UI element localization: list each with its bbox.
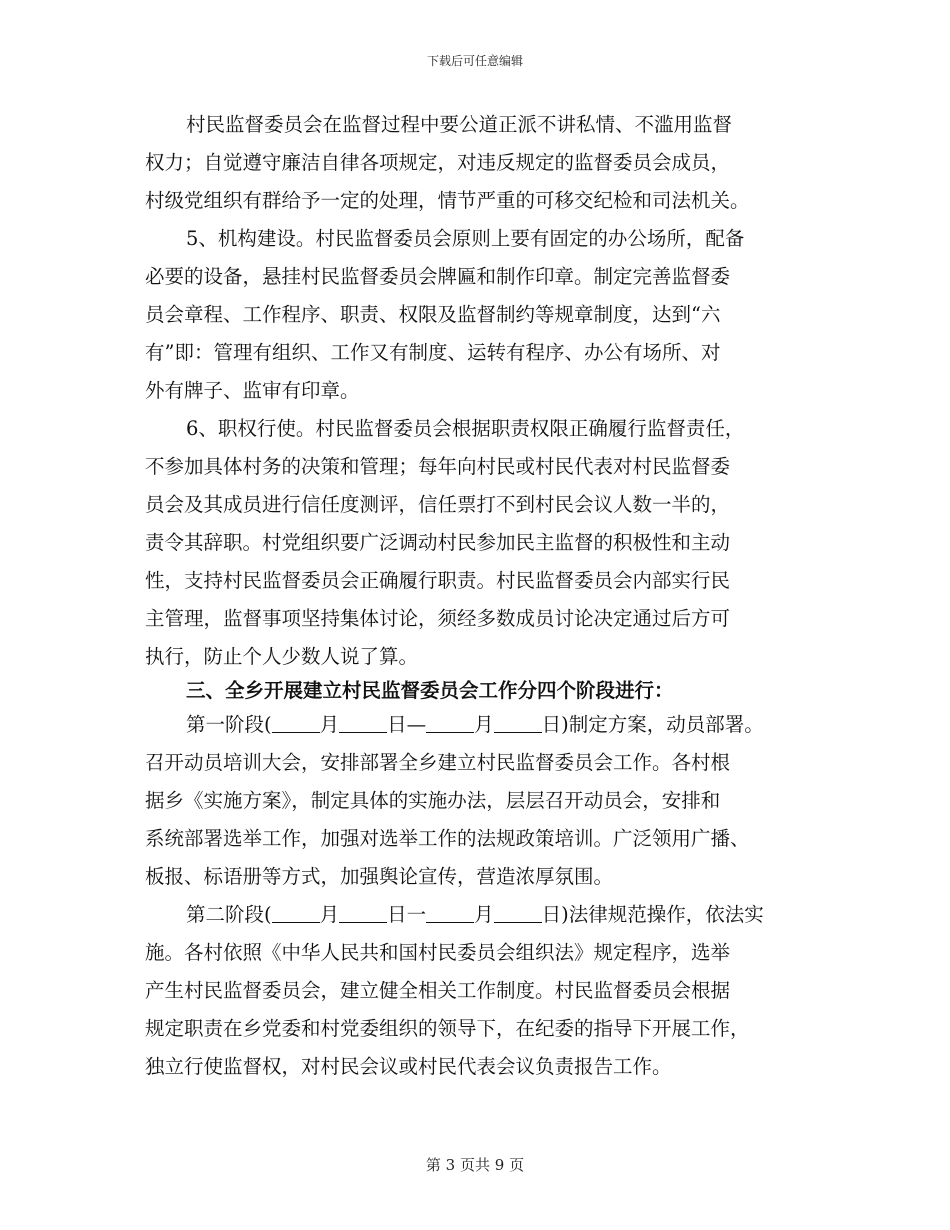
date-blank: [339, 710, 387, 733]
stage-text: 月: [319, 713, 340, 736]
stage-text: 月: [319, 903, 340, 926]
body-line: 员会及其成员进行信任度测评，信任票打不到村民会议人数一半的，: [145, 493, 731, 516]
date-blank: [272, 710, 320, 733]
body-line: 村民监督委员会在监督过程中要公道正派不讲私情、不滥用监督: [186, 113, 733, 136]
body-line: 员会章程、工作程序、职责、权限及监督制约等规章制度，达到“六: [145, 303, 721, 326]
body-line: 系统部署选举工作，加强对选举工作的法规政策培训。广泛领用广播、: [145, 827, 750, 850]
body-line: 6、职权行使。村民监督委员会根据职责权限正确履行监督责任，: [186, 417, 745, 440]
date-blank: [426, 900, 474, 923]
body-line: 板报、标语册等方式，加强舆论宣传，营造浓厚氛围。: [145, 865, 614, 888]
date-blank: [272, 900, 320, 923]
body-line: 性，支持村民监督委员会正确履行职责。村民监督委员会内部实行民: [145, 569, 731, 592]
body-line: 召开动员培训大会，安排部署全乡建立村民监督委员会工作。各村根: [145, 751, 731, 774]
stage-text: 第二阶段(: [186, 903, 272, 926]
body-line: 有”即：管理有组织、工作又有制度、运转有程序、办公有场所、对: [145, 341, 721, 364]
stage-text: 第一阶段(: [186, 713, 272, 736]
section-heading: 三、全乡开展建立村民监督委员会工作分四个阶段进行：: [186, 679, 674, 702]
body-line: 规定职责在乡党委和村党委组织的领导下，在纪委的指导下开展工作，: [145, 1017, 750, 1040]
page-header-note: 下载后可任意编辑: [426, 54, 523, 68]
stage-text: 月: [474, 713, 494, 736]
page-number: 第 3 页共 9 页: [425, 1156, 525, 1174]
body-line: 责令其辞职。村党组织要广泛调动村民参加民主监督的积极性和主动: [145, 531, 731, 554]
body-line-stage-two: [186, 898, 805, 932]
body-line: 主管理，监督事项坚持集体讨论，须经多数成员讨论决定通过后方可: [145, 607, 731, 630]
body-line: 独立行使监督权，对村民会议或村民代表会议负责报告工作。: [145, 1055, 672, 1078]
body-line: 据乡《实施方案》，制定具体的实施办法，层层召开动员会，安排和: [145, 789, 721, 812]
body-line: 村级党组织有群给予一定的处理，情节严重的可移交纪检和司法机关。: [145, 189, 750, 212]
stage-text: 月: [474, 903, 494, 926]
body-line: 必要的设备，悬挂村民监督委员会牌匾和制作印章。制定完善监督委: [145, 265, 731, 288]
date-blank: [494, 900, 542, 923]
body-line: 施。各村依照《中华人民共和国村民委员会组织法》规定程序，选举: [145, 941, 731, 964]
body-line: 5、机构建设。村民监督委员会原则上要有固定的办公场所，配备: [186, 227, 745, 250]
date-blank: [339, 900, 387, 923]
date-blank: [426, 710, 474, 733]
body-line: 执行，防止个人少数人说了算。: [145, 645, 419, 668]
body-line-stage-one: [186, 708, 805, 742]
stage-text: 日一: [387, 903, 427, 926]
body-line: 不参加具体村务的决策和管理；每年向村民或村民代表对村民监督委: [145, 455, 731, 478]
body-line: 权力；自觉遵守廉洁自律各项规定，对违反规定的监督委员会成员，: [145, 151, 731, 174]
stage-text: 日)制定方案，动员部署。: [541, 713, 764, 736]
stage-text: 日—: [387, 713, 427, 736]
date-blank: [494, 710, 542, 733]
stage-text: 日)法律规范操作，依法实: [541, 903, 764, 926]
body-line: 外有牌子、监审有印章。: [145, 379, 360, 402]
body-line: 产生村民监督委员会，建立健全相关工作制度。村民监督委员会根据: [145, 979, 731, 1002]
